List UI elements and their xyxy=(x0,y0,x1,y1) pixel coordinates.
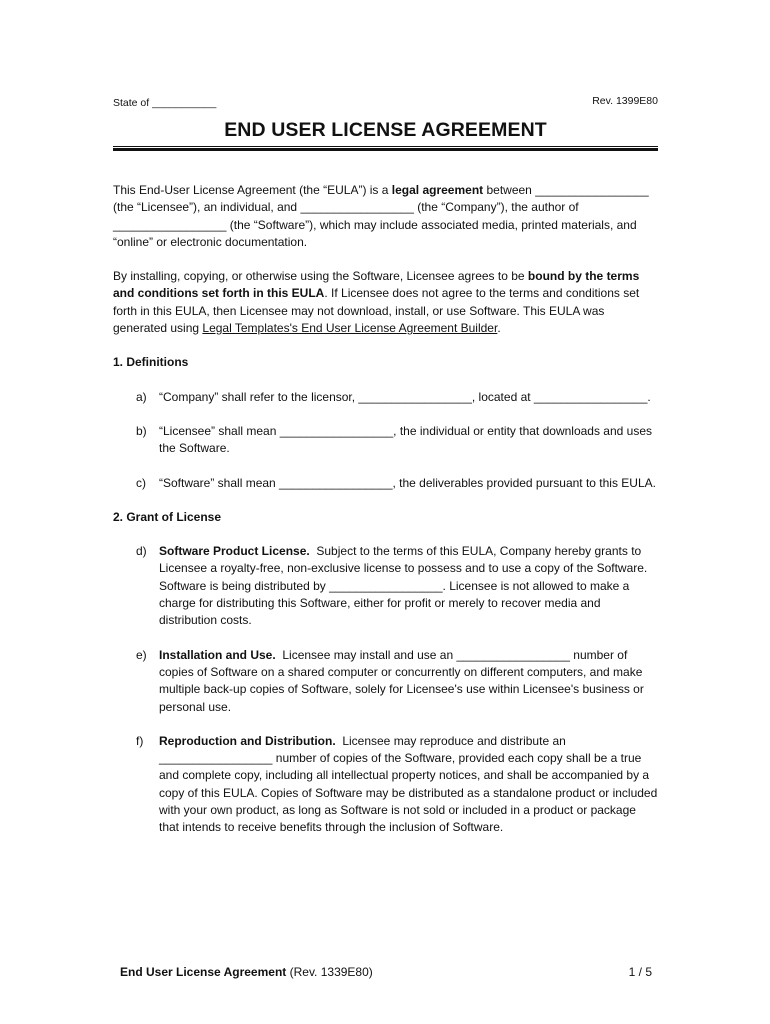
list-item-title: Software Product License. xyxy=(159,544,310,559)
state-field: State of ___________ xyxy=(113,97,217,109)
list-marker: d) xyxy=(136,544,147,559)
list-item-title: Installation and Use. xyxy=(159,647,276,662)
list-item xyxy=(113,423,658,458)
list-item-text: Licensee may reproduce and distribute an _________________ number of copies of the Software, provided each copy shall be a true and complete copy, including all intellectual property notices, and shall be accompanied by a copy of this EULA. Copies of Software may be distributed as a standalone product or included with your own product, as long as Software is not sold or included in a product or package that intends to receive benefits through the inclusion of Software. xyxy=(159,733,661,835)
intro-text-b: between _________________ (the “Licensee”), an individual, and _________________ (the “Company”), the author of _________________ (the “Software”), which may include associated media, printed materials, and “online” or electronic documentation. xyxy=(113,183,649,249)
acceptance-paragraph xyxy=(113,268,658,337)
list-item-text: Subject to the terms of this EULA, Company hereby grants to Licensee a royalty-free, non-exclusive license to possess and to use a copy of the Software. Software is being distributed by _________________. Licensee is not allowed to make a charge for distributing this Software, either for profit or merely to recover media and distribution costs. xyxy=(159,544,651,628)
list-item xyxy=(113,475,658,492)
list-item-text: “Company” shall refer to the licensor, _________________, located at _________________. xyxy=(159,389,651,404)
footer-doc-rev: (Rev. 1339E80) xyxy=(286,965,373,979)
section-heading-definitions: 1. Definitions xyxy=(113,355,189,370)
footer-doc-label xyxy=(120,965,373,979)
intro-bold: legal agreement xyxy=(391,183,484,197)
list-marker: a) xyxy=(136,389,147,404)
acceptance-text-a: By installing, copying, or otherwise using the Software, Licensee agrees to be xyxy=(113,269,528,284)
list-item xyxy=(113,647,658,716)
list-marker: f) xyxy=(136,733,144,748)
revision-label: Rev. 1399E80 xyxy=(592,95,658,107)
page-number: 1 / 5 xyxy=(628,965,652,979)
list-marker: b) xyxy=(136,423,147,438)
list-item-text: Licensee may install and use an _________________ number of copies of Software on a shared computer or concurrently on different computers, and make multiple back-up copies of Software, solely for Licensee's use within Licensee's business or personal use. xyxy=(159,647,648,714)
acceptance-bold: bound by the terms and conditions set forth in this EULA xyxy=(113,269,640,301)
acceptance-text-b: . If Licensee does not agree to the terms and conditions set forth in this EULA, then Licensee may not download, install, or use Software. This EULA was generated using xyxy=(113,286,640,336)
list-item xyxy=(113,733,661,837)
list-item-title: Reproduction and Distribution. xyxy=(159,733,336,748)
document-body xyxy=(113,182,661,854)
intro-text-a: This End-User License Agreement (the “EULA”) is a xyxy=(113,183,392,197)
list-item-text: “Software” shall mean _________________, the deliverables provided pursuant to this EULA. xyxy=(159,475,656,490)
list-item xyxy=(113,543,658,629)
footer-doc-name: End User License Agreement xyxy=(120,965,287,979)
list-item-text: “Licensee” shall mean _________________, the individual or entity that downloads and uses the Software. xyxy=(159,423,653,456)
list-marker: e) xyxy=(136,647,147,662)
document-title: END USER LICENSE AGREEMENT xyxy=(224,119,547,141)
list-marker: c) xyxy=(136,475,146,490)
title-rule-thin xyxy=(113,146,658,147)
title-rule-thick xyxy=(113,148,658,151)
list-item xyxy=(113,389,658,406)
acceptance-text-c: . xyxy=(497,321,501,336)
section-heading-grant: 2. Grant of License xyxy=(113,509,222,524)
builder-link[interactable]: Legal Templates's End User License Agreement Builder xyxy=(202,321,498,336)
intro-paragraph xyxy=(113,182,658,251)
